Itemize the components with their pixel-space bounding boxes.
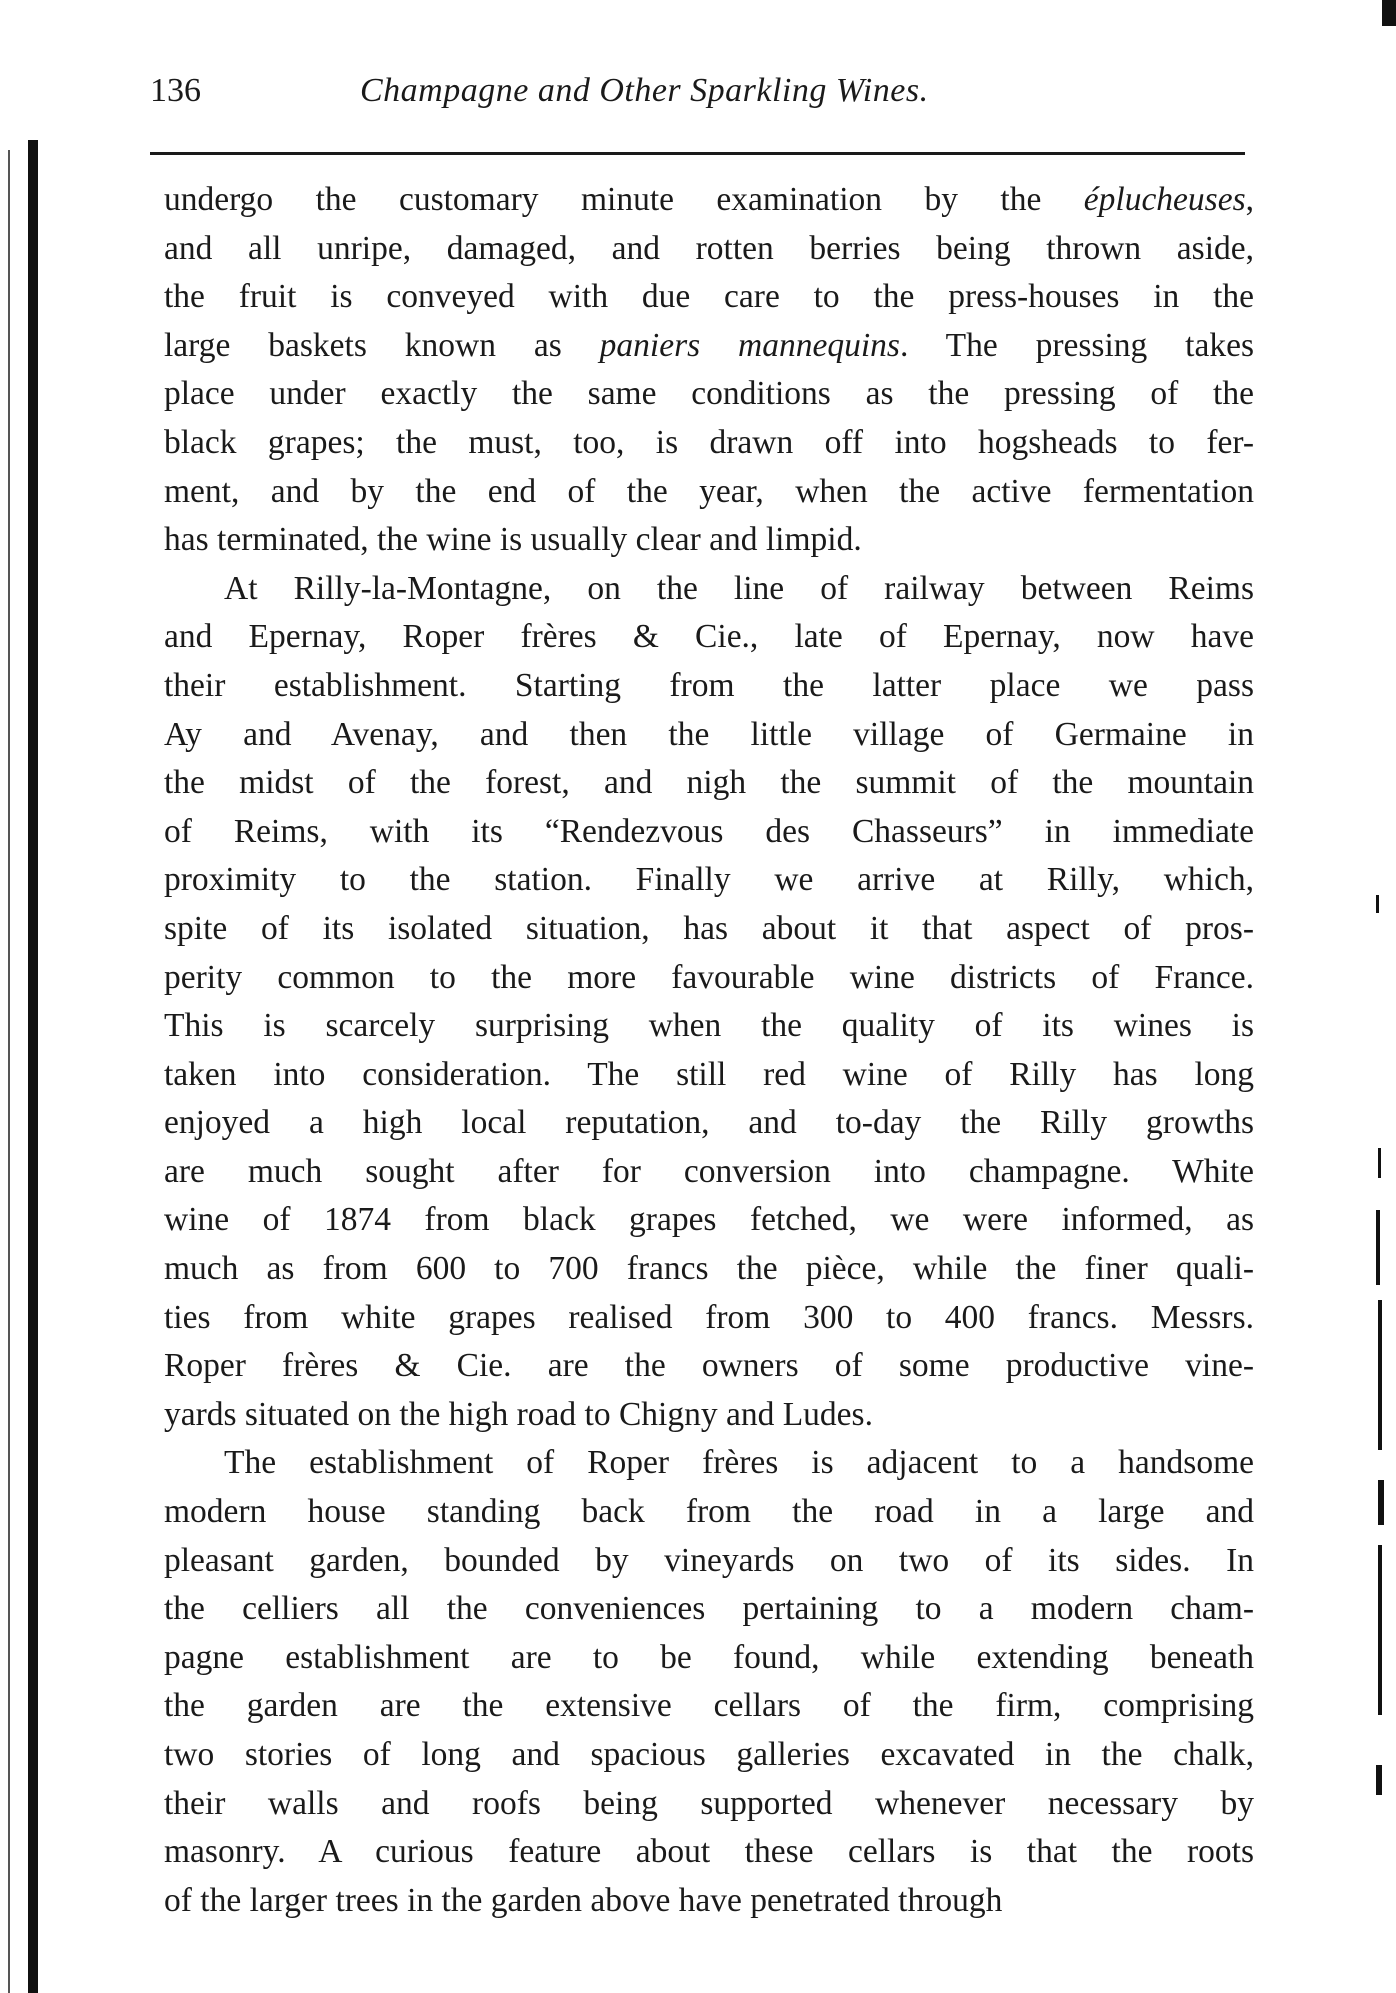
scan-binding-edge (28, 140, 38, 1993)
text-line: pagne establishment are to be found, while extending beneath (164, 1638, 1254, 1676)
text-line: wine of 1874 from black grapes fetched, we were informed, as (164, 1201, 1254, 1239)
text-line: pleasant garden, bounded by vineyards on two of its sides. In (164, 1541, 1254, 1579)
text-line: of Reims, with its “Rendezvous des Chasseurs” in immediate (164, 812, 1254, 850)
text-line: modern house standing back from the road in a large and (164, 1493, 1254, 1531)
header-rule (150, 152, 1245, 155)
margin-mark (1378, 1300, 1382, 1450)
body-text (164, 176, 1254, 1925)
text-line: are much sought after for conversion into champagne. White (164, 1152, 1254, 1190)
text-line: This is scarcely surprising when the quality of its wines is (164, 1007, 1254, 1045)
text-line: their walls and roofs being supported whenever necessary by (164, 1784, 1254, 1822)
text-line: their establishment. Starting from the latter place we pass (164, 666, 1254, 704)
text-line: proximity to the station. Finally we arrive at Rilly, which, (164, 861, 1254, 899)
text-line: has terminated, the wine is usually clear and limpid. (164, 521, 862, 559)
text-line: Roper frères & Cie. are the owners of some productive vine- (164, 1347, 1254, 1385)
text-line: much as from 600 to 700 francs the pièce, while the finer quali- (164, 1250, 1254, 1288)
paragraph (164, 1439, 1254, 1925)
text-line: black grapes; the must, too, is drawn off into hogsheads to fer- (164, 423, 1254, 461)
text-line: ment, and by the end of the year, when the active fermentation (164, 472, 1254, 510)
text-line: the midst of the forest, and nigh the summit of the mountain (164, 764, 1254, 802)
page-header (150, 72, 1250, 122)
text-line: large baskets known as paniers mannequins. The pressing takes (164, 326, 1254, 364)
margin-mark (1376, 895, 1379, 913)
margin-mark (1376, 1210, 1380, 1285)
text-line: ties from white grapes realised from 300 to 400 francs. Messrs. (164, 1298, 1254, 1336)
margin-mark (1376, 1765, 1382, 1795)
text-line: yards situated on the high road to Chigny and Ludes. (164, 1395, 873, 1433)
text-line: two stories of long and spacious galleries excavated in the chalk, (164, 1736, 1254, 1773)
text-line: The establishment of Roper frères is adjacent to a handsome (224, 1444, 1254, 1482)
margin-mark (1378, 1148, 1381, 1178)
scan-corner-mark (1382, 0, 1396, 26)
text-line: taken into consideration. The still red wine of Rilly has long (164, 1055, 1254, 1093)
text-line: masonry. A curious feature about these cellars is that the roots (164, 1833, 1254, 1871)
text-line: place under exactly the same conditions as the pressing of the (164, 375, 1254, 413)
text-line: undergo the customary minute examination by the éplucheuses, (164, 181, 1254, 218)
page-number: 136 (150, 72, 201, 109)
text-line: enjoyed a high local reputation, and to-day the Rilly growths (164, 1104, 1254, 1142)
text-line: the fruit is conveyed with due care to the press-houses in the (164, 278, 1254, 316)
text-line: Ay and Avenay, and then the little village of Germaine in (164, 715, 1254, 753)
paragraph (164, 176, 1254, 565)
text-line: At Rilly-la-Montagne, on the line of railway between Reims (224, 569, 1254, 607)
margin-mark (1378, 1545, 1382, 1715)
running-title: Champagne and Other Sparkling Wines. (360, 72, 929, 109)
text-line: spite of its isolated situation, has about it that aspect of pros- (164, 909, 1254, 947)
text-line: of the larger trees in the garden above have penetrated through (164, 1881, 1003, 1919)
paragraph (164, 565, 1254, 1440)
text-line: the celliers all the conveniences pertaining to a modern cham- (164, 1590, 1254, 1628)
text-line: and all unripe, damaged, and rotten berries being thrown aside, (164, 229, 1254, 267)
text-line: perity common to the more favourable wine districts of France. (164, 958, 1254, 996)
text-line: and Epernay, Roper frères & Cie., late of Epernay, now have (164, 618, 1254, 656)
margin-mark (1378, 1480, 1384, 1525)
text-line: the garden are the extensive cellars of the firm, comprising (164, 1687, 1254, 1725)
scan-edge-line (8, 150, 10, 1993)
